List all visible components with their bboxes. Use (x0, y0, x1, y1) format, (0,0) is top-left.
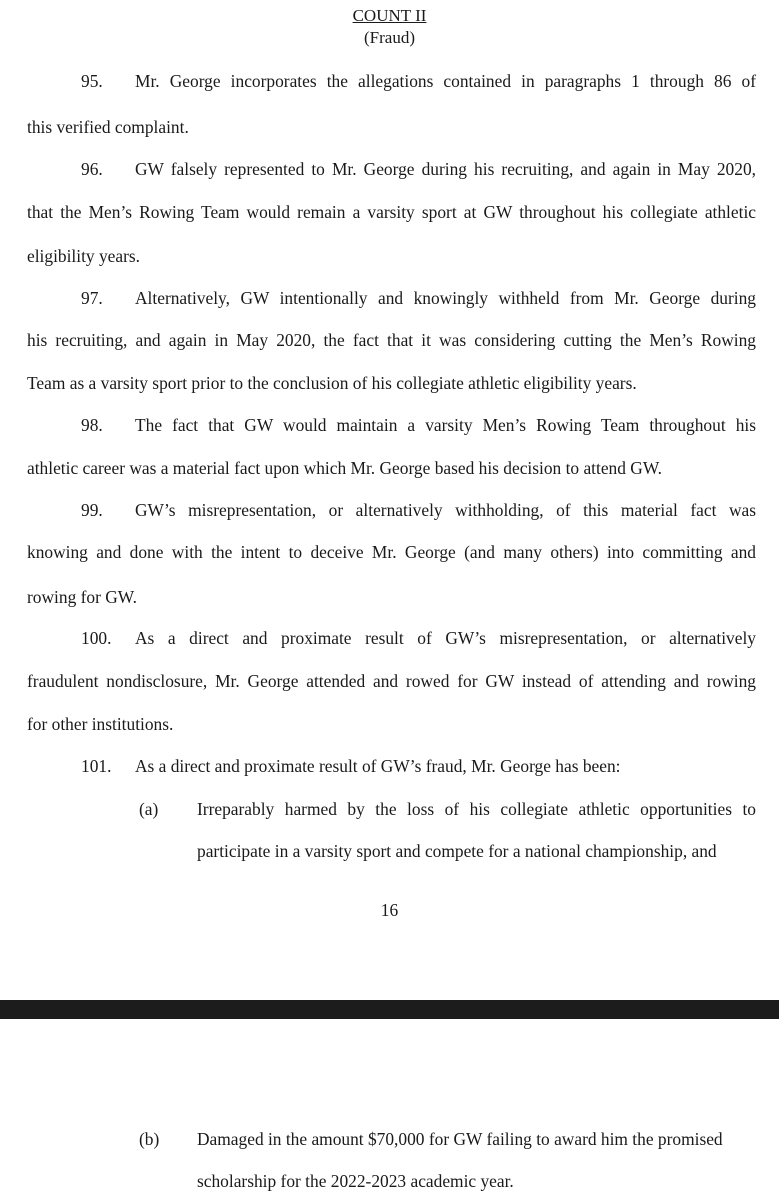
paragraph-99-line-2: knowing and done with the intent to deceive Mr. George (and many others) into committing and (27, 542, 756, 562)
paragraph-100-line-1: 100. As a direct and proximate result of GW’s misrepresentation, or alternatively (81, 628, 756, 648)
subitem-b-line-2: scholarship for the 2022-2023 academic year. (197, 1171, 514, 1191)
paragraph-99-line-3: rowing for GW. (27, 587, 137, 607)
subitem-label-b: (b) (139, 1129, 160, 1149)
page-divider (0, 1000, 779, 1019)
page-number: 16 (380, 900, 399, 920)
paragraph-96-line-3: eligibility years. (27, 246, 141, 266)
paragraph-number: 96. (81, 159, 103, 179)
paragraph-100-line-3: for other institutions. (27, 714, 174, 734)
paragraph-number: 98. (81, 415, 103, 435)
paragraph-97-line-3: Team as a varsity sport prior to the conclusion of his collegiate athletic eligibility years. (27, 373, 637, 393)
paragraph-96-line-2: that the Men’s Rowing Team would remain a varsity sport at GW throughout his collegiate athletic (27, 202, 756, 222)
paragraph-number: 95. (81, 71, 103, 91)
subitem-label-a: (a) (139, 799, 159, 819)
paragraph-97-line-2: his recruiting, and again in May 2020, the fact that it was considering cutting the Men’s Rowing (27, 330, 756, 350)
paragraph-number: 101. (81, 756, 112, 776)
count-subtitle: (Fraud) (364, 28, 415, 47)
paragraph-95-line-2: this verified complaint. (27, 117, 189, 137)
paragraph-98-line-1: 98. The fact that GW would maintain a varsity Men’s Rowing Team throughout his (81, 415, 756, 435)
paragraph-98-line-2: athletic career was a material fact upon which Mr. George based his decision to attend GW. (27, 458, 663, 478)
paragraph-number: 100. (81, 628, 112, 648)
paragraph-99-line-1: 99. GW’s misrepresentation, or alternatively withholding, of this material fact was (81, 500, 756, 520)
subitem-a-line-1: Irreparably harmed by the loss of his collegiate athletic opportunities to (197, 799, 756, 819)
count-title: COUNT II (352, 6, 427, 25)
paragraph-100-line-2: fraudulent nondisclosure, Mr. George attended and rowed for GW instead of attending and rowing (27, 671, 756, 691)
subitem-b-line-1: Damaged in the amount $70,000 for GW failing to award him the promised (197, 1129, 723, 1149)
paragraph-96-line-1: 96. GW falsely represented to Mr. George during his recruiting, and again in May 2020, (81, 159, 756, 179)
paragraph-101-line-1: 101. As a direct and proximate result of GW’s fraud, Mr. George has been: (81, 756, 621, 776)
subitem-a-line-2: participate in a varsity sport and compete for a national championship, and (197, 841, 717, 861)
paragraph-95-line-1: 95. Mr. George incorporates the allegations contained in paragraphs 1 through 86 of (81, 71, 756, 91)
paragraph-number: 99. (81, 500, 103, 520)
paragraph-number: 97. (81, 288, 103, 308)
paragraph-97-line-1: 97. Alternatively, GW intentionally and knowingly withheld from Mr. George during (81, 288, 756, 308)
